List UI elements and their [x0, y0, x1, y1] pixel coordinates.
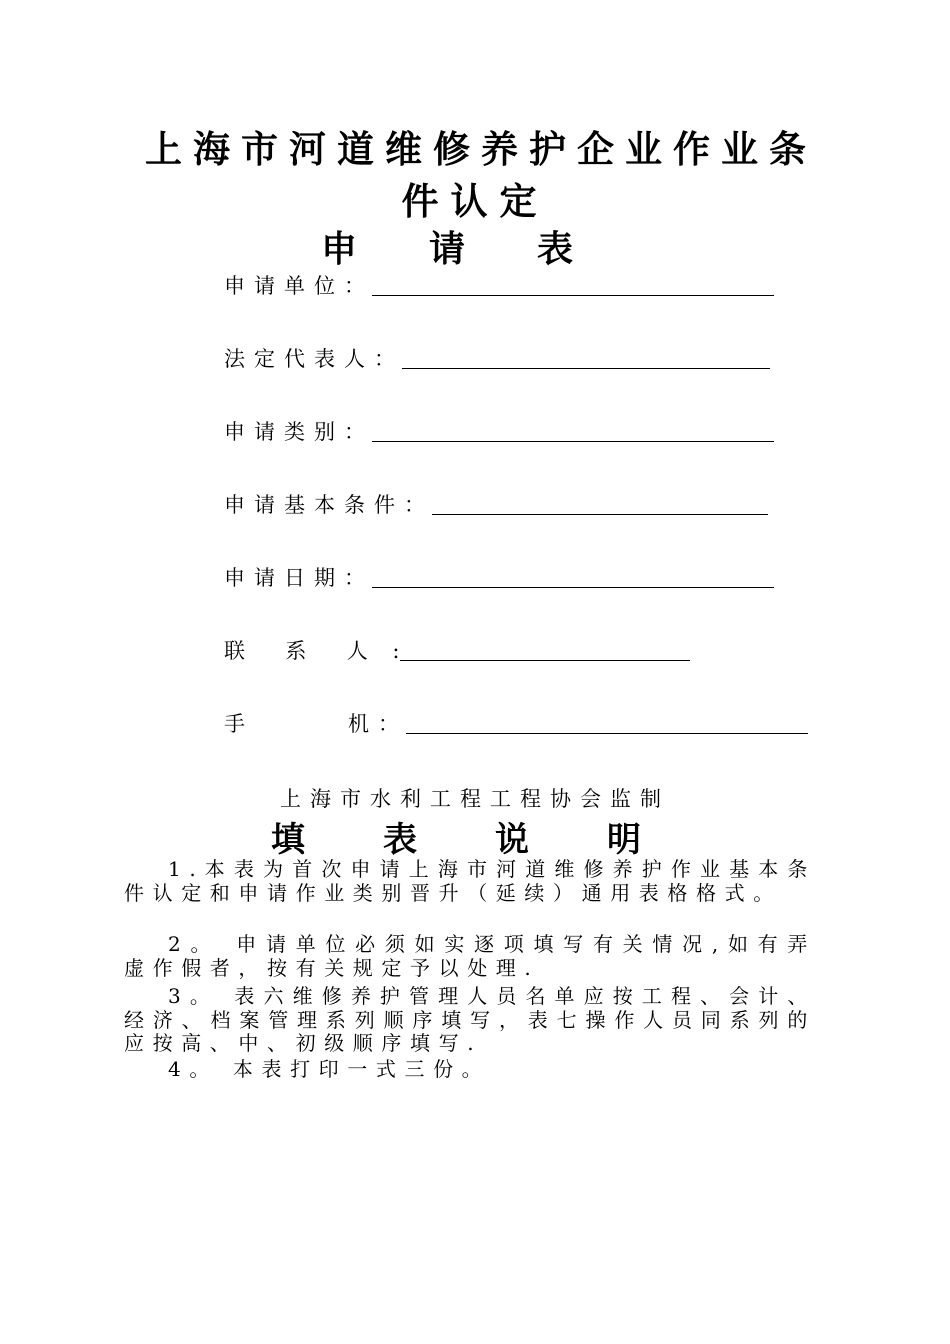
application-date-field	[224, 562, 774, 592]
mobile-phone-blank[interactable]	[406, 709, 808, 734]
mobile-phone-label: 手 机：	[224, 712, 409, 736]
instruction-item: 1.本表为首次申请上海市河道维修养护作业基本条件认定和申请作业类别晋升（延续）通用表格格式。	[124, 857, 816, 905]
legal-representative-blank[interactable]	[402, 344, 770, 369]
mobile-phone-field	[224, 708, 808, 738]
form-title-line-2: 件认定	[401, 180, 549, 223]
contact-person-field	[224, 635, 690, 665]
application-date-blank[interactable]	[372, 563, 774, 588]
applicant-unit-blank[interactable]	[372, 271, 774, 296]
application-category-label: 申请类别：	[224, 420, 374, 444]
legal-representative-label: 法定代表人：	[224, 347, 404, 371]
form-title-line-1: 上海市河道维修养护企业作业条	[145, 128, 817, 171]
basic-conditions-label: 申请基本条件：	[224, 493, 434, 517]
contact-person-blank[interactable]	[400, 636, 690, 661]
application-category-field	[224, 416, 774, 446]
basic-conditions-blank[interactable]	[432, 490, 768, 515]
contact-person-label: 联 系 人 :	[224, 639, 409, 663]
instructions-heading: 填表说明	[271, 820, 719, 860]
form-subtitle: 申请表	[320, 229, 645, 270]
applicant-unit-label: 申请单位：	[224, 274, 374, 298]
applicant-unit-field	[224, 270, 774, 300]
instruction-item: 3。 表六维修养护管理人员名单应按工程、会计、经济、档案管理系列顺序填写，表七操作人员同系列的应按高、中、初级顺序填写.	[124, 984, 816, 1055]
instruction-item: 2。 申请单位必须如实逐项填写有关情况,如有弄虚作假者，按有关规定予以处理.	[124, 932, 816, 980]
application-category-blank[interactable]	[372, 417, 774, 442]
issuer-line: 上海市水利工程工程协会监制	[280, 787, 670, 811]
basic-conditions-field	[224, 489, 768, 519]
instruction-item: 4。 本表打印一式三份。	[168, 1057, 491, 1081]
application-date-label: 申请日期：	[224, 566, 374, 590]
legal-representative-field	[224, 343, 770, 373]
